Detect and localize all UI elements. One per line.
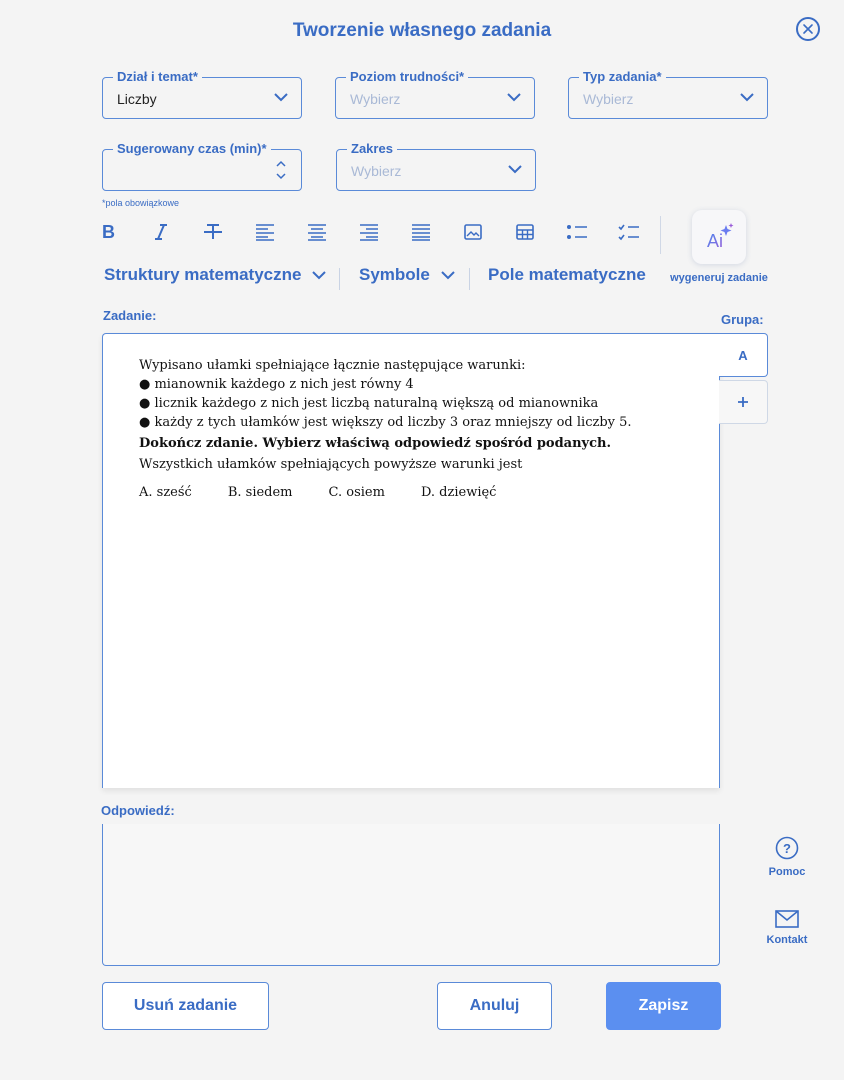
add-group-button[interactable] bbox=[719, 380, 768, 424]
task-line: ● licznik każdego z nich jest liczbą naturalną większą od mianownika bbox=[139, 396, 599, 411]
difficulty-select[interactable] bbox=[335, 69, 535, 119]
scope-label: Zakres bbox=[347, 141, 397, 156]
cancel-button[interactable]: Anuluj bbox=[437, 982, 552, 1030]
table-icon[interactable] bbox=[513, 220, 537, 244]
save-button[interactable]: Zapisz bbox=[606, 982, 721, 1030]
strikethrough-icon[interactable] bbox=[201, 220, 225, 244]
task-label: Zadanie: bbox=[103, 308, 157, 323]
chevron-down-icon bbox=[440, 270, 456, 280]
align-center-icon[interactable] bbox=[305, 220, 329, 244]
math-structures-label: Struktury matematyczne bbox=[104, 265, 302, 284]
image-icon[interactable] bbox=[461, 220, 485, 244]
task-line: ● mianownik każdego z nich jest równy 4 bbox=[139, 377, 414, 392]
stepper-arrows-icon[interactable] bbox=[275, 158, 287, 182]
math-structures-menu[interactable] bbox=[104, 265, 327, 285]
svg-text:B: B bbox=[102, 223, 115, 241]
italic-icon[interactable] bbox=[149, 220, 173, 244]
contact-button[interactable] bbox=[760, 910, 814, 946]
align-right-icon[interactable] bbox=[357, 220, 381, 244]
scope-placeholder: Wybierz bbox=[351, 163, 402, 179]
section-topic-select[interactable] bbox=[102, 69, 302, 119]
task-line: Wypisano ułamki spełniające łącznie następujące warunki: bbox=[139, 358, 526, 373]
task-type-placeholder: Wybierz bbox=[583, 91, 634, 107]
required-fields-note: *pola obowiązkowe bbox=[102, 198, 180, 208]
suggested-time-stepper[interactable] bbox=[102, 141, 302, 191]
task-stem: Wszystkich ułamków spełniających powyższe warunki jest bbox=[139, 457, 523, 472]
menu-divider bbox=[469, 268, 470, 290]
close-icon bbox=[802, 23, 814, 35]
envelope-icon bbox=[775, 910, 799, 928]
chevron-down-icon bbox=[506, 92, 522, 102]
dialog-title: Tworzenie własnego zadania bbox=[292, 20, 552, 41]
scope-select[interactable] bbox=[336, 141, 536, 191]
bullet-list-icon[interactable] bbox=[565, 220, 589, 244]
chevron-down-icon bbox=[273, 92, 289, 102]
group-tab-a[interactable]: A bbox=[719, 333, 768, 377]
option-d: D. dziewięć bbox=[420, 485, 497, 500]
task-editor[interactable] bbox=[102, 333, 720, 788]
close-button[interactable] bbox=[796, 17, 820, 41]
option-a: A. sześć bbox=[139, 485, 192, 500]
section-topic-label: Dział i temat* bbox=[113, 69, 202, 84]
align-justify-icon[interactable] bbox=[409, 220, 433, 244]
svg-text:?: ? bbox=[783, 841, 791, 856]
option-b: B. siedem bbox=[227, 485, 293, 500]
suggested-time-label: Sugerowany czas (min)* bbox=[113, 141, 271, 156]
math-field-button[interactable] bbox=[488, 265, 646, 285]
answer-label: Odpowiedź: bbox=[101, 803, 175, 818]
section-topic-value: Liczby bbox=[117, 91, 157, 107]
math-field-label: Pole matematyczne bbox=[488, 265, 646, 284]
toolbar-divider bbox=[660, 216, 661, 254]
help-button[interactable] bbox=[760, 836, 814, 878]
difficulty-placeholder: Wybierz bbox=[350, 91, 401, 107]
align-left-icon[interactable] bbox=[253, 220, 277, 244]
ai-sparkle-icon bbox=[702, 221, 736, 253]
chevron-down-icon bbox=[507, 164, 523, 174]
difficulty-label: Poziom trudności* bbox=[346, 69, 468, 84]
delete-task-button[interactable]: Usuń zadanie bbox=[102, 982, 269, 1030]
option-c: C. osiem bbox=[328, 485, 385, 500]
help-icon bbox=[775, 836, 799, 860]
task-line: ● każdy z tych ułamków jest większy od liczby 3 oraz mniejszy od liczby 5. bbox=[139, 415, 632, 430]
task-type-select[interactable] bbox=[568, 69, 768, 119]
svg-text:Ai: Ai bbox=[707, 231, 724, 251]
bold-icon[interactable] bbox=[97, 220, 121, 244]
task-instruction: Dokończ zdanie. Wybierz właściwą odpowiedź spośród podanych. bbox=[139, 436, 611, 451]
task-content bbox=[139, 356, 699, 502]
ai-generate-label: wygeneruj zadanie bbox=[670, 272, 768, 284]
task-type-label: Typ zadania* bbox=[579, 69, 666, 84]
contact-label: Kontakt bbox=[766, 934, 808, 946]
chevron-down-icon bbox=[739, 92, 755, 102]
help-label: Pomoc bbox=[768, 866, 806, 878]
checklist-icon[interactable] bbox=[617, 220, 641, 244]
symbols-label: Symbole bbox=[359, 265, 430, 284]
symbols-menu[interactable] bbox=[359, 265, 456, 285]
menu-divider bbox=[339, 268, 340, 290]
ai-generate-button[interactable] bbox=[692, 210, 746, 264]
task-options bbox=[139, 483, 699, 502]
answer-editor[interactable] bbox=[102, 824, 720, 966]
plus-icon bbox=[737, 396, 749, 408]
chevron-down-icon bbox=[311, 270, 327, 280]
group-label: Grupa: bbox=[721, 312, 764, 327]
